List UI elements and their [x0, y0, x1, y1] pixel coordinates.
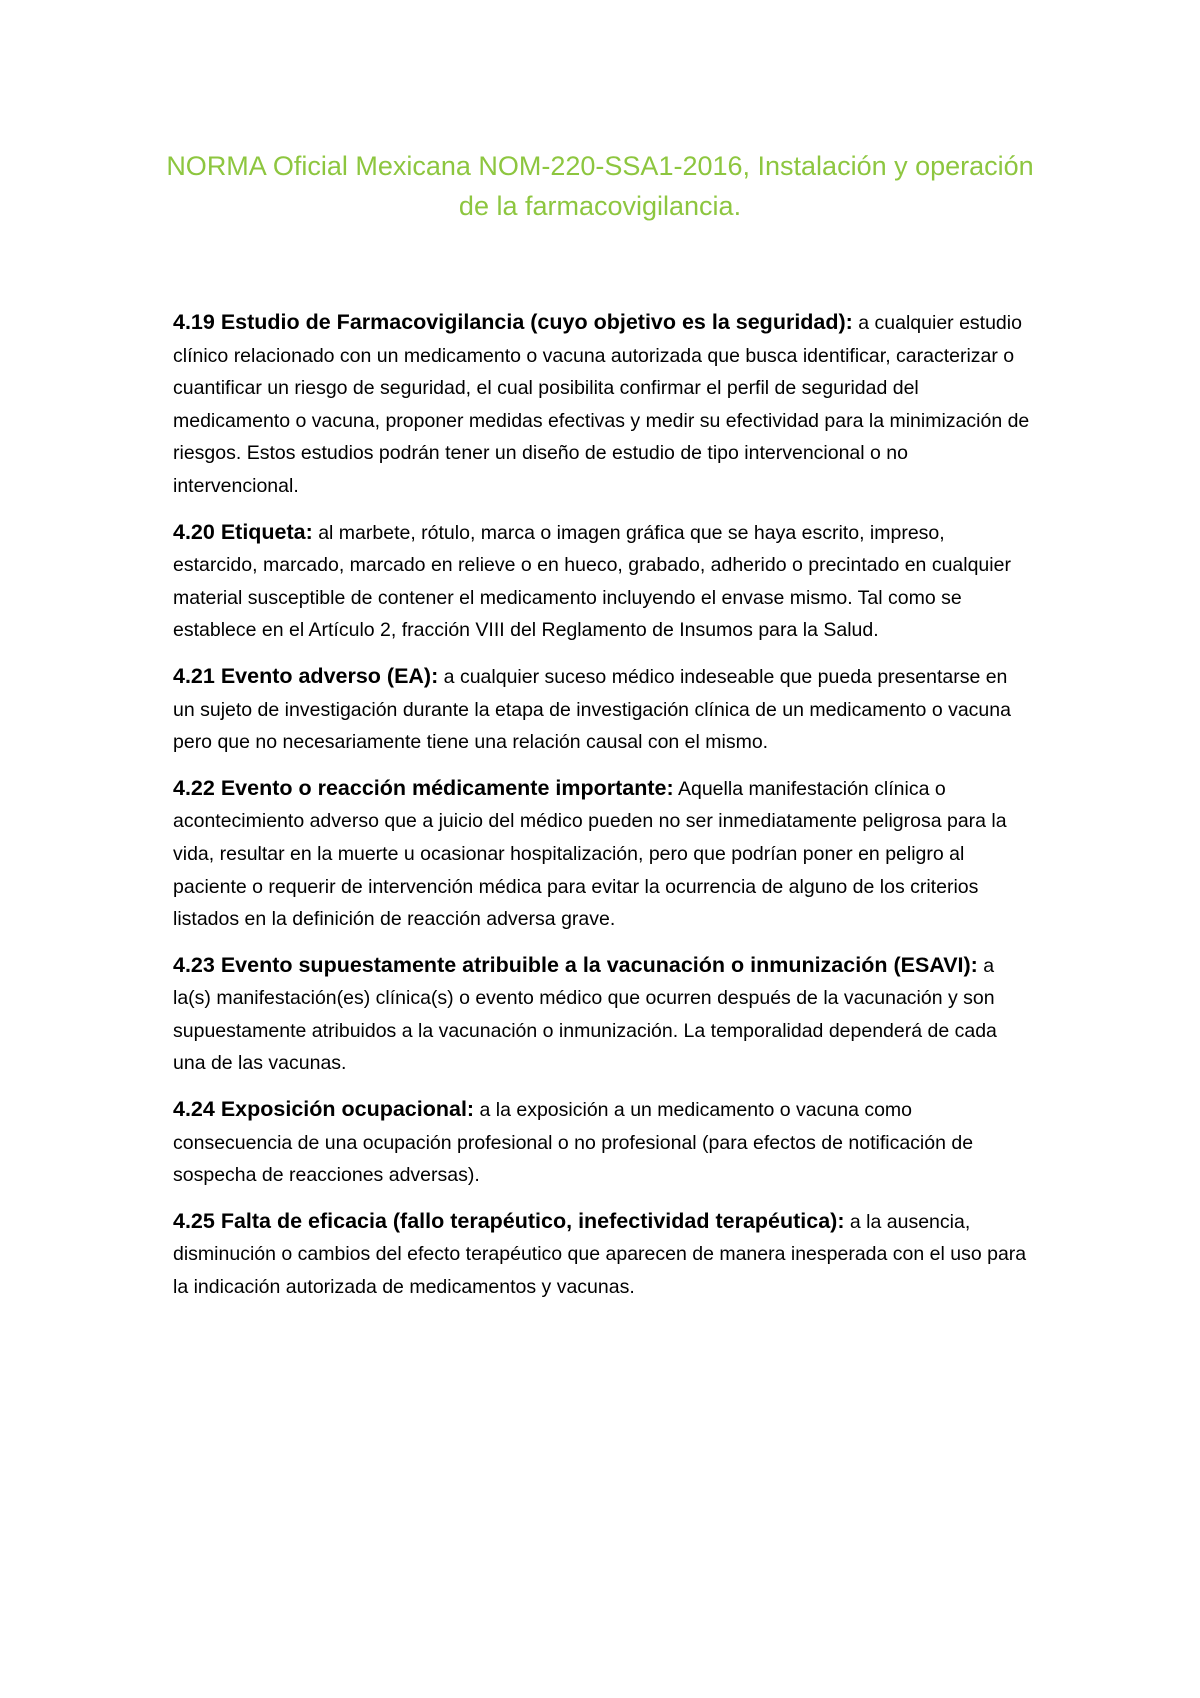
- definition-term: 4.24 Exposición ocupacional:: [173, 1097, 475, 1122]
- definition-term: 4.20 Etiqueta:: [173, 519, 313, 544]
- definition-4-22: [173, 772, 1033, 936]
- definition-term: 4.21 Evento adverso (EA):: [173, 663, 439, 688]
- definition-4-23: [173, 949, 1033, 1080]
- definition-text: a cualquier suceso médico indeseable que pueda presentarse en un sujeto de investigación durante la etapa de investigación clínica de un medicamento o vacuna pero que no necesariamente tiene una relación causal con el mismo.: [173, 665, 1011, 754]
- definition-term: 4.25 Falta de eficacia (fallo terapéutico, inefectividad terapéutica):: [173, 1208, 845, 1233]
- definition-4-21: [173, 660, 1033, 759]
- definition-4-24: [173, 1093, 1033, 1192]
- definition-text: al marbete, rótulo, marca o imagen gráfica que se haya escrito, impreso, estarcido, marcado, marcado en relieve o en hueco, grabado, adherido o precintado en cualquier material susceptible de contener el medicamento incluyendo el envase mismo. Tal como se establece en el Artículo 2, fracción VIII del Reglamento de Insumos para la Salud.: [173, 521, 1011, 642]
- definition-4-19: [173, 306, 1033, 503]
- definition-text: a la(s) manifestación(es) clínica(s) o evento médico que ocurren después de la vacunación y son supuestamente atribuidos a la vacunación o inmunización. La temporalidad dependerá de cada una de las vacunas.: [173, 954, 997, 1075]
- document-title: NORMA Oficial Mexicana NOM-220-SSA1-2016, Instalación y operación de la farmacovigilancia.: [166, 151, 1034, 221]
- definition-text: a cualquier estudio clínico relacionado con un medicamento o vacuna autorizada que busca identificar, caracterizar o cuantificar un riesgo de seguridad, el cual posibilita confirmar el perfil de seguridad del medicamento o vacuna, proponer medidas efectivas y medir su efectividad para la minimización de riesgos. Estos estudios podrán tener un diseño de estudio de tipo intervencional o no intervencional.: [173, 312, 1030, 497]
- definition-term: 4.19 Estudio de Farmacovigilancia (cuyo objetivo es la seguridad):: [173, 310, 853, 334]
- definition-text: Aquella manifestación clínica o acontecimiento adverso que a juicio del médico pueden no ser inmediatamente peligrosa para la vida, resultar en la muerte u ocasionar hospitalización, pero que podrían poner en peligro al paciente o requerir de intervención médica para evitar la ocurrencia de alguno de los criterios listados en la definición de reacción adversa grave.: [173, 777, 1007, 931]
- definition-4-25: [173, 1205, 1033, 1304]
- definition-term: 4.22 Evento o reacción médicamente importante:: [173, 775, 674, 800]
- definition-4-20: [173, 516, 1033, 647]
- definition-text: a la ausencia, disminución o cambios del efecto terapéutico que aparecen de manera inesperada con el uso para la indicación autorizada de medicamentos y vacunas.: [173, 1210, 1027, 1299]
- definition-term: 4.23 Evento supuestamente atribuible a la vacunación o inmunización (ESAVI):: [173, 952, 978, 977]
- definition-text: a la exposición a un medicamento o vacuna como consecuencia de una ocupación profesional o no profesional (para efectos de notificación de sospecha de reacciones adversas).: [173, 1099, 974, 1187]
- definitions-list: [173, 306, 1033, 1317]
